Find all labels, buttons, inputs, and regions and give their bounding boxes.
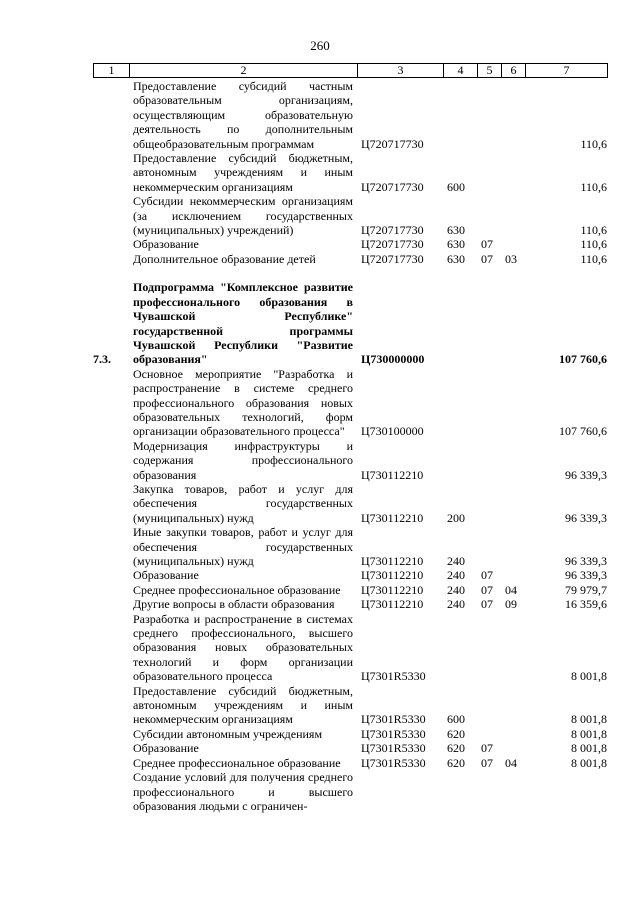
row-amount: 8 001,8 bbox=[571, 755, 607, 770]
row-subsection bbox=[501, 684, 525, 727]
row-section: 07 bbox=[481, 741, 493, 756]
row-subsection bbox=[501, 367, 525, 439]
row-expense-type: 240 bbox=[447, 597, 465, 612]
row-number bbox=[93, 583, 129, 597]
table-row bbox=[93, 151, 607, 194]
column-header-row bbox=[94, 64, 608, 78]
row-section bbox=[477, 367, 501, 439]
column-header-6: 6 bbox=[502, 64, 526, 78]
row-section bbox=[477, 770, 501, 813]
row-subsection bbox=[501, 194, 525, 237]
table-row bbox=[93, 79, 607, 151]
row-subsection: 04 bbox=[505, 582, 517, 597]
row-amount: 8 001,8 bbox=[571, 726, 607, 741]
row-description: Подпрограмма "Комплексное развитие профессионального образования в Чувашской Республике" государственной программы Чувашской Республики "Развитие образования" bbox=[133, 280, 353, 367]
table-row bbox=[93, 525, 607, 568]
row-expense-type bbox=[443, 612, 477, 684]
row-number bbox=[93, 237, 129, 251]
row-expense-type: 620 bbox=[447, 741, 465, 756]
row-target-code: Ц730000000 bbox=[361, 352, 425, 367]
row-section bbox=[477, 194, 501, 237]
row-target-code: Ц7301R5330 bbox=[361, 726, 426, 741]
row-amount: 8 001,8 bbox=[571, 712, 607, 727]
row-section: 07 bbox=[481, 582, 493, 597]
row-expense-type: 630 bbox=[447, 237, 465, 252]
row-section: 07 bbox=[481, 597, 493, 612]
row-target-code: Ц730100000 bbox=[361, 424, 424, 439]
table-row bbox=[93, 280, 607, 366]
row-number bbox=[93, 79, 129, 151]
row-target-code: Ц730112210 bbox=[361, 510, 424, 525]
row-expense-type bbox=[443, 280, 477, 366]
row-subsection: 09 bbox=[505, 597, 517, 612]
row-subsection bbox=[501, 727, 525, 741]
row-section bbox=[477, 482, 501, 525]
row-section: 07 bbox=[481, 237, 493, 252]
row-amount: 79 979,7 bbox=[565, 582, 607, 597]
row-amount: 107 760,6 bbox=[559, 352, 607, 367]
row-target-code: Ц730112210 bbox=[361, 467, 424, 482]
row-number bbox=[93, 612, 129, 684]
column-header-5: 5 bbox=[478, 64, 502, 78]
row-description: Разработка и распространение в системах среднего профессионального, высшего образования новых образовательных технологий и форм организации образовательного процесса bbox=[133, 611, 353, 684]
column-header-2: 2 bbox=[130, 64, 358, 78]
row-amount: 110,6 bbox=[580, 136, 607, 151]
row-amount: 8 001,8 bbox=[571, 741, 607, 756]
row-description: Среднее профессиональное образование bbox=[133, 755, 341, 770]
row-expense-type: 620 bbox=[447, 755, 465, 770]
row-description: Иные закупки товаров, работ и услуг для обеспечения государственных (муниципальных) нужд bbox=[133, 525, 353, 568]
row-subsection bbox=[501, 770, 525, 813]
row-description: Предоставление субсидий бюджетным, автономным учреждениям и иным некоммерческим организациям bbox=[133, 151, 353, 194]
row-subsection bbox=[501, 525, 525, 568]
row-expense-type bbox=[443, 79, 477, 151]
row-amount: 110,6 bbox=[580, 237, 607, 252]
row-description: Создание условий для получения среднего профессионального и высшего образования людьми с ограничен- bbox=[133, 770, 353, 813]
row-expense-type: 200 bbox=[447, 510, 465, 525]
table-row bbox=[93, 568, 607, 582]
row-target-code: Ц720717730 bbox=[361, 223, 424, 238]
row-target-code: Ц7301R5330 bbox=[361, 712, 426, 727]
row-number bbox=[93, 756, 129, 770]
table-row bbox=[93, 237, 607, 251]
table-row bbox=[93, 612, 607, 684]
row-amount: 96 339,3 bbox=[565, 467, 607, 482]
row-amount: 96 339,3 bbox=[565, 554, 607, 568]
row-section: 07 bbox=[481, 755, 493, 770]
row-target-code: Ц7301R5330 bbox=[361, 669, 426, 684]
row-description: Субсидии автономным учреждениям bbox=[133, 726, 323, 741]
row-target-code: Ц730112210 bbox=[361, 597, 424, 612]
row-number bbox=[93, 439, 129, 482]
row-subsection bbox=[501, 237, 525, 251]
row-subsection bbox=[501, 280, 525, 366]
row-subsection: 04 bbox=[505, 755, 517, 770]
row-number bbox=[93, 151, 129, 194]
row-target-code: Ц730112210 bbox=[361, 582, 424, 597]
row-number bbox=[93, 568, 129, 582]
table-row bbox=[93, 252, 607, 266]
budget-table-body bbox=[93, 79, 607, 813]
row-number bbox=[93, 482, 129, 525]
row-number: 7.3. bbox=[93, 352, 111, 367]
row-description: Субсидии некоммерческим организациям (за исключением государственных (муниципальных) учреждений) bbox=[133, 194, 353, 238]
row-amount: 107 760,6 bbox=[559, 424, 607, 439]
table-row bbox=[93, 756, 607, 770]
row-target-code: Ц720717730 bbox=[361, 237, 424, 252]
page-number: 260 bbox=[310, 38, 330, 53]
column-header-3: 3 bbox=[358, 64, 444, 78]
row-number bbox=[93, 252, 129, 266]
table-row bbox=[93, 597, 607, 611]
row-subsection bbox=[501, 612, 525, 684]
table-row bbox=[93, 194, 607, 237]
row-section bbox=[477, 280, 501, 366]
row-subsection bbox=[501, 79, 525, 151]
row-expense-type: 630 bbox=[447, 251, 465, 266]
row-subsection bbox=[501, 439, 525, 482]
row-description: Образование bbox=[133, 568, 199, 583]
row-amount: 110,6 bbox=[580, 251, 607, 266]
row-target-code bbox=[357, 770, 443, 813]
row-expense-type: 620 bbox=[447, 726, 465, 741]
row-amount: 110,6 bbox=[580, 223, 607, 238]
table-row bbox=[93, 727, 607, 741]
row-number bbox=[93, 770, 129, 813]
budget-table bbox=[93, 79, 607, 813]
row-expense-type: 240 bbox=[447, 554, 465, 568]
row-subsection bbox=[501, 568, 525, 582]
row-amount: 96 339,3 bbox=[565, 568, 607, 583]
row-expense-type bbox=[443, 367, 477, 439]
row-subsection: 03 bbox=[505, 251, 517, 266]
row-section bbox=[477, 612, 501, 684]
row-section bbox=[477, 151, 501, 194]
column-header-4: 4 bbox=[444, 64, 478, 78]
row-description: Закупка товаров, работ и услуг для обеспечения государственных (муниципальных) нужд bbox=[133, 481, 353, 525]
row-expense-type: 240 bbox=[447, 568, 465, 583]
row-target-code: Ц7301R5330 bbox=[361, 741, 426, 756]
row-description: Другие вопросы в области образования bbox=[133, 597, 335, 612]
row-expense-type: 240 bbox=[447, 582, 465, 597]
row-target-code: Ц720717730 bbox=[361, 251, 424, 266]
row-number bbox=[93, 194, 129, 237]
row-section bbox=[477, 79, 501, 151]
row-expense-type bbox=[443, 770, 477, 813]
row-expense-type: 600 bbox=[447, 179, 465, 194]
row-amount: 8 001,8 bbox=[571, 669, 607, 684]
row-amount: 110,6 bbox=[580, 179, 607, 194]
row-description: Среднее профессиональное образование bbox=[133, 582, 341, 597]
row-target-code: Ц720717730 bbox=[361, 136, 424, 151]
row-description: Дополнительное образование детей bbox=[133, 251, 316, 266]
row-section bbox=[477, 439, 501, 482]
table-row bbox=[93, 439, 607, 482]
row-description: Предоставление субсидий бюджетным, автономным учреждениям и иным некоммерческим организациям bbox=[133, 683, 353, 727]
row-expense-type: 600 bbox=[447, 712, 465, 727]
row-number bbox=[93, 727, 129, 741]
row-section bbox=[477, 525, 501, 568]
row-description: Модернизация инфраструктуры и содержания профессионального образования bbox=[133, 438, 353, 482]
row-section bbox=[477, 684, 501, 727]
table-row bbox=[93, 482, 607, 525]
row-description: Предоставление субсидий частным образовательным организациям, осуществляющим образовательную деятельность по дополнительным общеобразовательным программам bbox=[133, 79, 353, 151]
table-row bbox=[93, 741, 607, 755]
row-number bbox=[93, 597, 129, 611]
row-number bbox=[93, 741, 129, 755]
row-amount: 96 339,3 bbox=[565, 510, 607, 525]
table-row bbox=[93, 583, 607, 597]
row-target-code: Ц720717730 bbox=[361, 179, 424, 194]
column-header-7: 7 bbox=[526, 64, 608, 78]
column-header-table bbox=[93, 63, 608, 78]
spacer-row bbox=[93, 266, 607, 280]
row-description: Образование bbox=[133, 741, 199, 756]
row-target-code: Ц730112210 bbox=[361, 554, 424, 568]
table-row bbox=[93, 367, 607, 439]
row-target-code: Ц7301R5330 bbox=[361, 755, 426, 770]
table-row bbox=[93, 684, 607, 727]
row-description: Образование bbox=[133, 237, 199, 252]
row-subsection bbox=[501, 151, 525, 194]
row-expense-type bbox=[443, 439, 477, 482]
row-amount bbox=[525, 770, 607, 813]
row-amount: 16 359,6 bbox=[565, 597, 607, 612]
row-description: Основное мероприятие "Разработка и распространение в системе среднего профессионального образования новых образовательных технологий, форм организации образовательного процесса" bbox=[133, 366, 353, 439]
row-number bbox=[93, 525, 129, 568]
row-target-code: Ц730112210 bbox=[361, 568, 424, 583]
row-subsection bbox=[501, 741, 525, 755]
row-number bbox=[93, 684, 129, 727]
row-subsection bbox=[501, 482, 525, 525]
column-header-1: 1 bbox=[94, 64, 130, 78]
row-section: 07 bbox=[481, 568, 493, 583]
row-section bbox=[477, 727, 501, 741]
row-expense-type: 630 bbox=[447, 223, 465, 238]
row-section: 07 bbox=[481, 251, 493, 266]
table-row bbox=[93, 770, 607, 813]
spacer-cell bbox=[93, 266, 607, 280]
row-number bbox=[93, 367, 129, 439]
